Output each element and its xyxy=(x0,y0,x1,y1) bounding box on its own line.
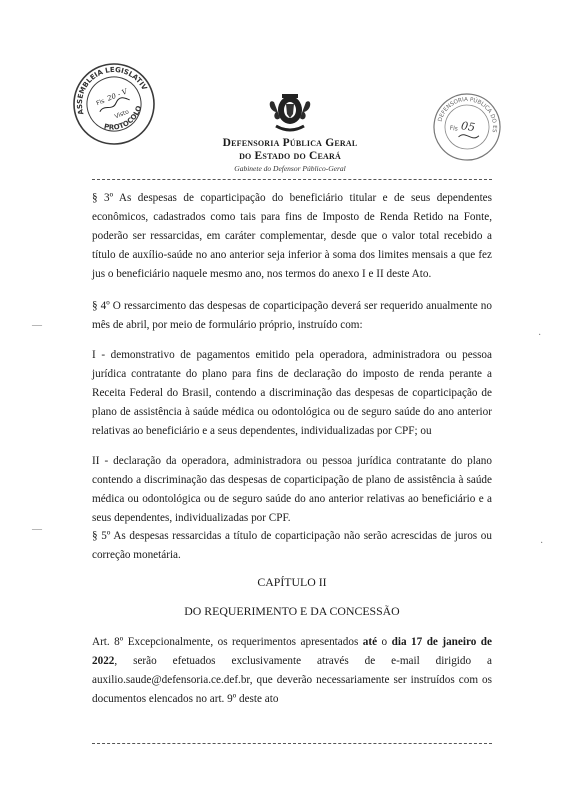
art8-prefix: Art. 8º Excepcionalmente, os requerimentos apresentados xyxy=(92,636,363,648)
art8-bold-ate: até xyxy=(362,636,378,648)
item-ii: II - declaração da operadora, administradora ou pessoa jurídica contratante do plano contendo a discriminação das despesas de coparticipação de plano de assistência à saúde médica ou odontológica ou de seguro saúde do ano anterior relativas ao beneficiário e a seus dependentes, individualizadas por CPF. xyxy=(92,455,492,524)
institution-subtitle: Gabinete do Defensor Público-Geral xyxy=(234,164,346,173)
scan-mark-right-1: · xyxy=(538,330,542,341)
institution-title xyxy=(215,137,365,163)
scan-mark-right-2: · xyxy=(540,538,544,549)
signature-scribble-right xyxy=(459,133,479,140)
stamp-fls-number: 20 - V xyxy=(106,87,129,103)
item-i: I - demonstrativo de pagamentos emitido pela operadora, administradora ou pessoa jurídica contratante do plano para fins de declaração do imposto de renda perante a Receita Federal do Brasil, contendo a discriminação das despesas de coparticipação de plano de assistência à saúde médica ou odontológica ou de seguro saúde do ano anterior relativas ao beneficiário e a seus dependentes, individualizadas por CPF; ou xyxy=(92,349,492,437)
stamp-right-fls-label: Fls xyxy=(449,124,459,133)
stamp-arc-text: ASSEMBLEIA LEGISLATIVA DO CEARÁ xyxy=(59,65,149,116)
defensoria-stamp-graphic xyxy=(427,87,506,166)
header-divider xyxy=(92,179,492,180)
stamp-arc-bottom: PROTOCOLO xyxy=(103,104,144,132)
scan-mark-left-2: — xyxy=(32,524,42,535)
paragraph-4: § 4º O ressarcimento das despesas de coparticipação deverá ser requerido anualmente no mês de abril, por meio de formulário próprio, instruído com: xyxy=(92,300,492,331)
paragraph-3: § 3º As despesas de coparticipação do beneficiário titular e de seus dependentes econômicos, cadastrados como tais para fins de Imposto de Renda Retido na Fonte, poderão ser ressarcidas, em caráter complementar, desde que o valor total recebido a título de auxílio-saúde no ano anterior seja inferior à soma dos limites mensais a que fez jus o beneficiário naquele mesmo ano, nos termos do anexo I e II deste Ato. xyxy=(92,192,492,280)
chapter-number: CAPÍTULO II xyxy=(257,575,327,589)
protocol-stamp-right xyxy=(427,87,506,166)
stamp-right-arc: DEFENSORIA PÚBLICA DO ESTADO xyxy=(437,96,498,133)
coat-of-arms-emblem xyxy=(266,88,314,136)
stamp-fls-label: Fls xyxy=(95,97,106,108)
stamp-visto-label: Visto xyxy=(113,108,131,121)
art8-suffix: , serão efetuados exclusivamente através de e-mail dirigido a auxilio.saude@defensoria.ce.def.br, que deverão necessariamente ser instruídos com os documentos elencados no art. 9º deste ato xyxy=(92,655,492,705)
stamp-right-fls-number: 05 xyxy=(460,119,476,135)
art8-mid: o xyxy=(377,636,392,648)
institution-title-line2: do Estado do Ceará xyxy=(239,150,341,162)
chapter-title: DO REQUERIMENTO E DA CONCESSÃO xyxy=(184,604,400,618)
art8-bold-date: dia 17 de janeiro de 2022 xyxy=(92,636,492,667)
article-8 xyxy=(92,633,492,709)
footer-divider xyxy=(92,743,492,744)
scan-mark-left-1: — xyxy=(32,320,42,331)
institution-title-line1: Defensoria Pública Geral xyxy=(222,137,358,149)
paragraph-5: § 5º As despesas ressarcidas a título de coparticipação não serão acrescidas de juros ou correção monetária. xyxy=(92,530,492,561)
protocol-stamp-graphic xyxy=(59,49,168,158)
protocol-stamp-left xyxy=(59,49,168,158)
